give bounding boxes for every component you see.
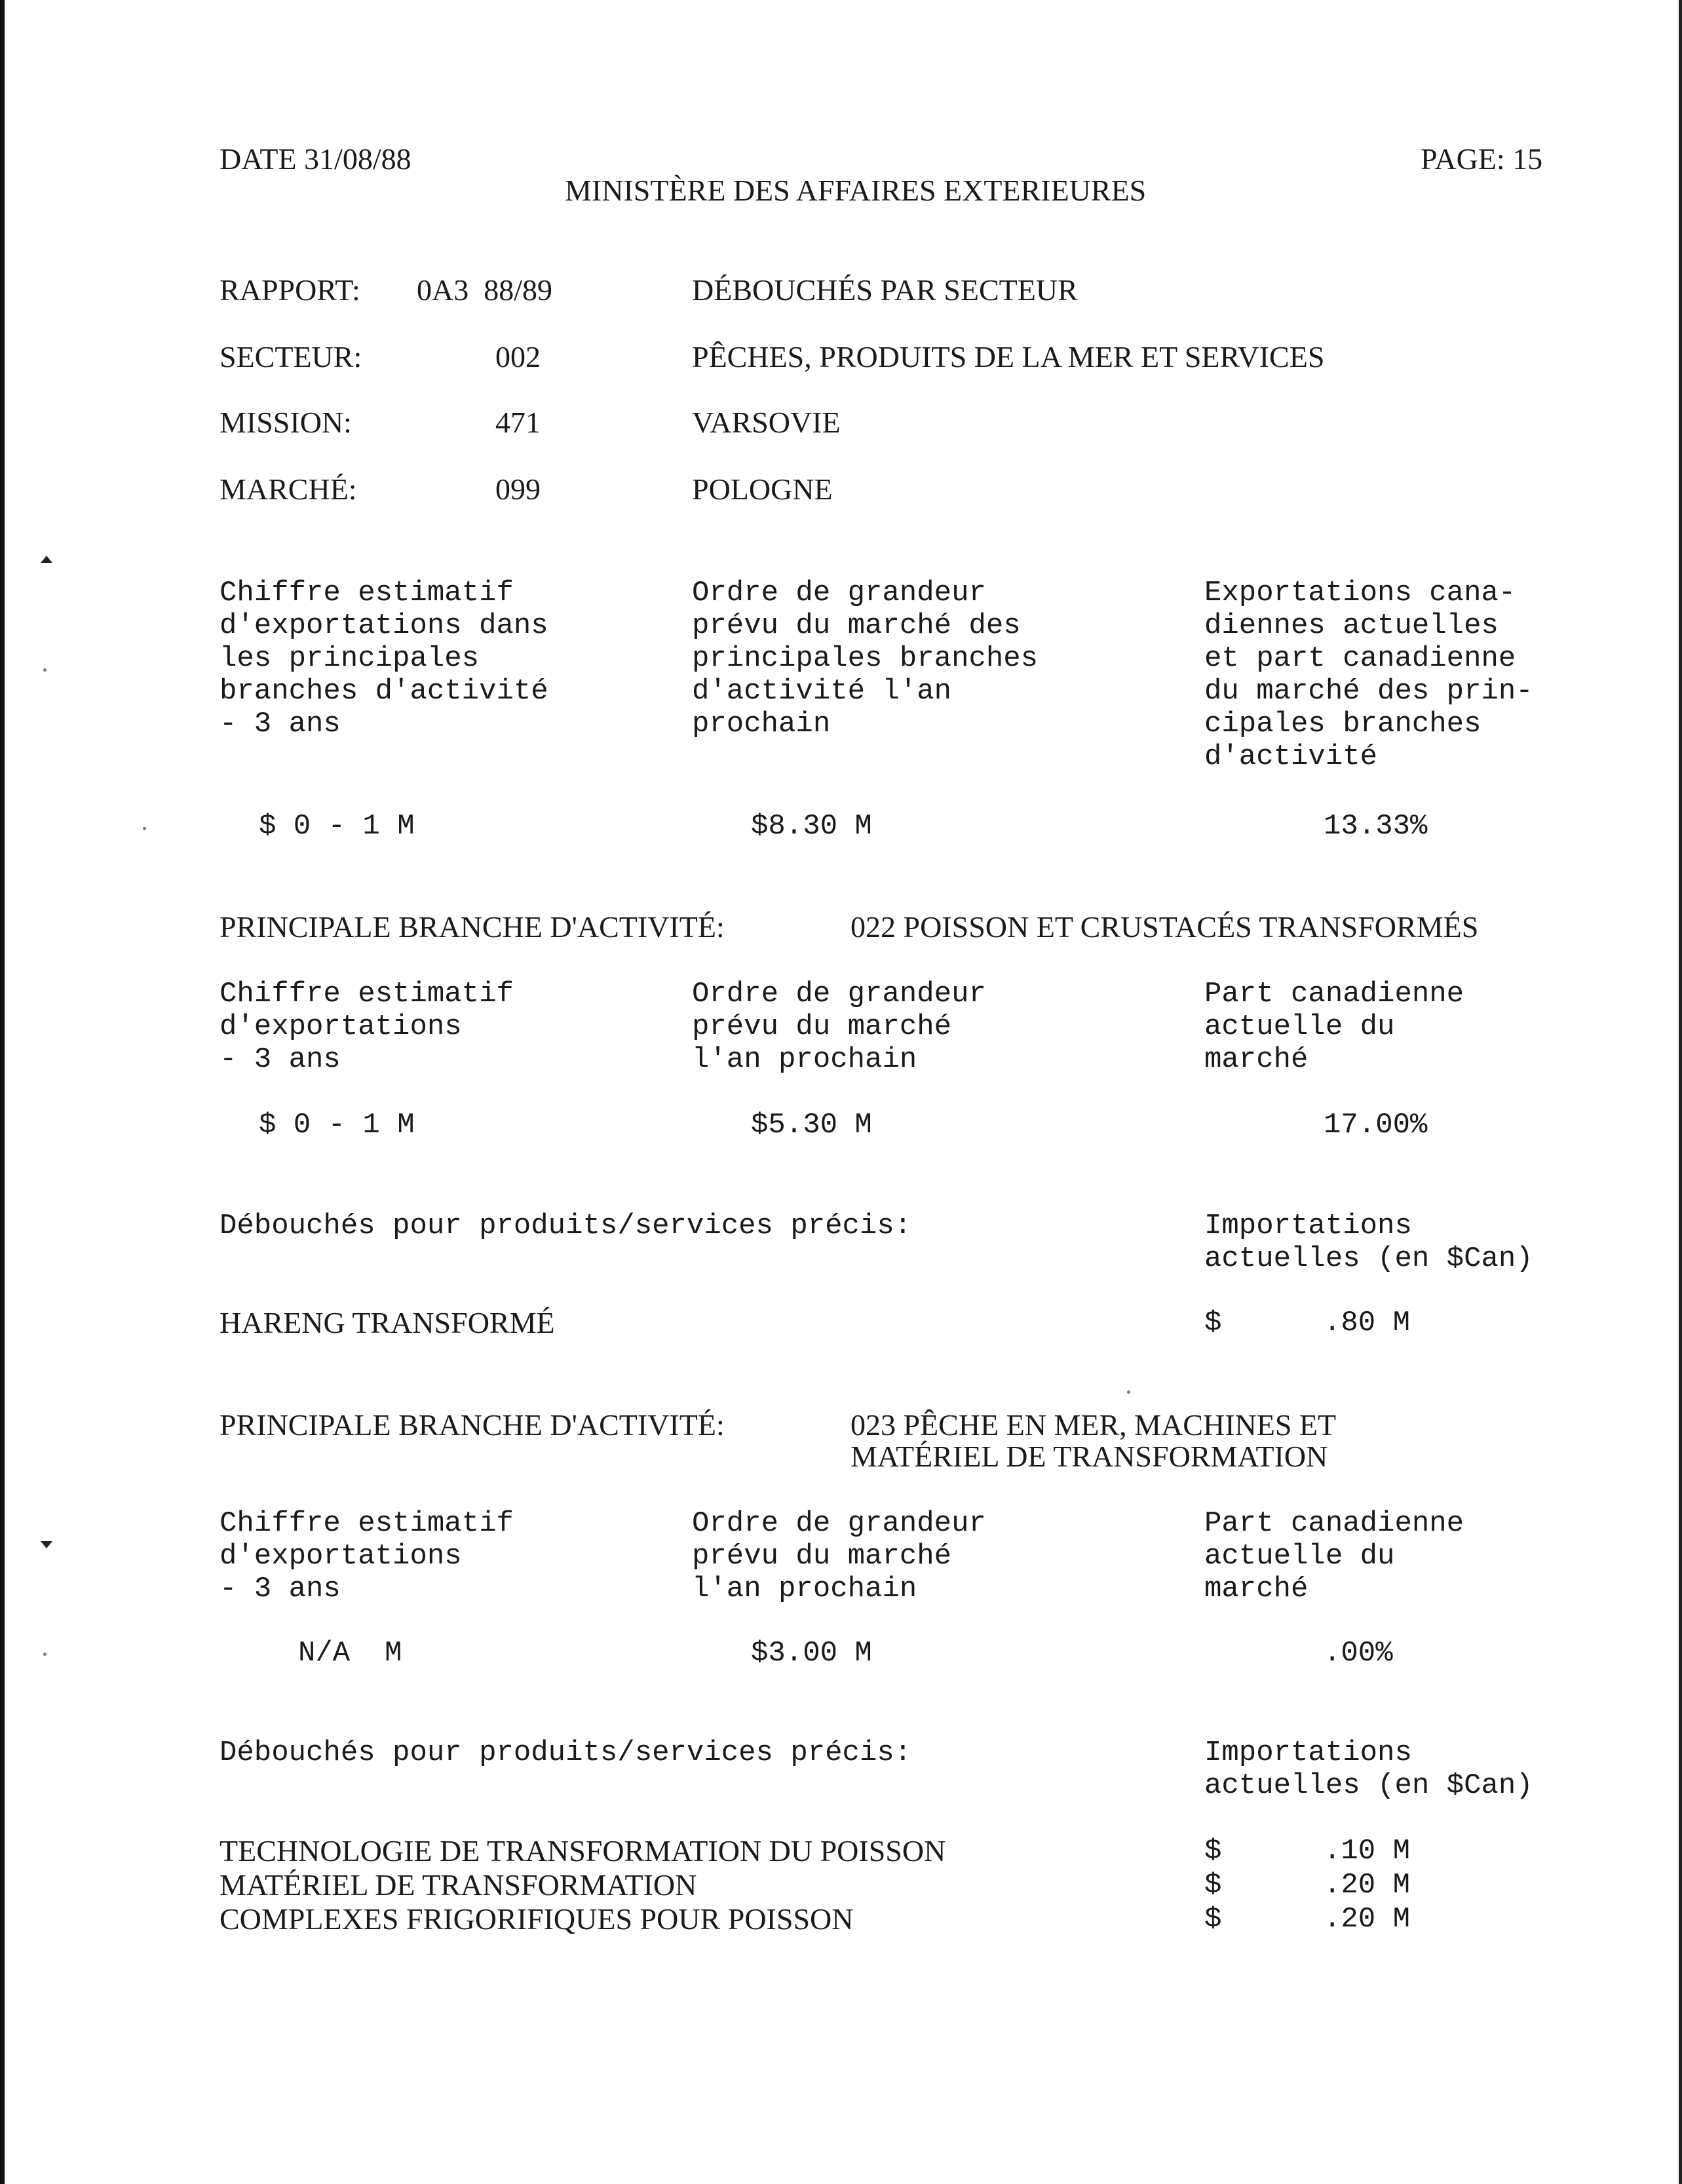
summary-exports-header: Chiffre estimatif d'exportations dans les principales branches d'activité - 3 ans — [220, 577, 548, 740]
marche-label: MARCHÉ: — [220, 472, 357, 506]
branch-market-value: $3.00 M — [751, 1637, 872, 1670]
marche-code: 099 — [495, 472, 541, 506]
opportunities-header: Débouchés pour produits/services précis: — [220, 1736, 912, 1769]
scan-speck — [143, 827, 146, 830]
scan-edge-left — [0, 0, 5, 2184]
product-name: TECHNOLOGIE DE TRANSFORMATION DU POISSON — [220, 1834, 946, 1868]
secteur-name: PÊCHES, PRODUITS DE LA MER ET SERVICES — [692, 340, 1325, 374]
product-currency: $ — [1204, 1307, 1222, 1339]
rapport-title: DÉBOUCHÉS PAR SECTEUR — [692, 273, 1078, 307]
branch-title: PRINCIPALE BRANCHE D'ACTIVITÉ: — [220, 910, 725, 944]
branch-market-header: Ordre de grandeur prévu du marché l'an prochain — [692, 1507, 986, 1605]
product-amount: .20 M — [1324, 1903, 1411, 1936]
rapport-code: 0A3 88/89 — [417, 273, 552, 307]
secteur-label: SECTEUR: — [220, 340, 362, 374]
branch-share-value: 17.00% — [1324, 1109, 1428, 1141]
product-currency: $ — [1204, 1835, 1222, 1868]
product-amount: .20 M — [1324, 1869, 1411, 1902]
summary-share-header: Exportations cana- diennes actuelles et part canadienne du marché des prin- cipales branches d'activité — [1204, 577, 1533, 773]
scan-speck — [43, 668, 47, 672]
branch-name-continued: MATÉRIEL DE TRANSFORMATION — [851, 1440, 1328, 1473]
margin-mark — [41, 556, 52, 563]
scan-speck — [1127, 1390, 1130, 1394]
product-amount: .10 M — [1324, 1835, 1411, 1868]
mission-code: 471 — [495, 406, 541, 439]
margin-mark — [41, 1541, 52, 1548]
imports-header: Importations actuelles (en $Can) — [1204, 1210, 1533, 1275]
branch-share-header: Part canadienne actuelle du marché — [1204, 1507, 1464, 1605]
page-number: PAGE: 15 — [1421, 142, 1543, 176]
branch-exports-header: Chiffre estimatif d'exportations - 3 ans — [220, 978, 514, 1076]
rapport-label: RAPPORT: — [220, 273, 360, 307]
branch-exports-value: N/A M — [298, 1637, 402, 1670]
branch-share-value: .00% — [1324, 1637, 1393, 1670]
branch-market-header: Ordre de grandeur prévu du marché l'an prochain — [692, 978, 986, 1076]
product-currency: $ — [1204, 1869, 1222, 1902]
product-name: COMPLEXES FRIGORIFIQUES POUR POISSON — [220, 1902, 854, 1936]
branch-name: 022 POISSON ET CRUSTACÉS TRANSFORMÉS — [851, 910, 1479, 944]
product-currency: $ — [1204, 1903, 1222, 1936]
scan-speck — [43, 1653, 47, 1656]
summary-exports-value: $ 0 - 1 M — [259, 810, 415, 843]
marche-name: POLOGNE — [692, 472, 833, 506]
product-amount: .80 M — [1324, 1307, 1411, 1339]
mission-label: MISSION: — [220, 406, 352, 439]
branch-exports-value: $ 0 - 1 M — [259, 1109, 415, 1141]
branch-market-value: $5.30 M — [751, 1109, 872, 1141]
branch-share-header: Part canadienne actuelle du marché — [1204, 978, 1464, 1076]
summary-market-value: $8.30 M — [751, 810, 872, 843]
summary-market-header: Ordre de grandeur prévu du marché des principales branches d'activité l'an prochain — [692, 577, 1039, 740]
product-name: MATÉRIEL DE TRANSFORMATION — [220, 1868, 697, 1902]
secteur-code: 002 — [495, 340, 541, 374]
scan-edge-right — [1679, 0, 1682, 2184]
product-name: HARENG TRANSFORMÉ — [220, 1306, 555, 1339]
mission-name: VARSOVIE — [692, 406, 841, 439]
ministry-title: MINISTÈRE DES AFFAIRES EXTERIEURES — [565, 174, 1147, 207]
imports-header: Importations actuelles (en $Can) — [1204, 1736, 1533, 1802]
report-date: DATE 31/08/88 — [220, 142, 411, 176]
branch-title: PRINCIPALE BRANCHE D'ACTIVITÉ: — [220, 1408, 725, 1442]
summary-share-value: 13.33% — [1324, 810, 1428, 843]
branch-name: 023 PÊCHE EN MER, MACHINES ET — [851, 1408, 1337, 1442]
opportunities-header: Débouchés pour produits/services précis: — [220, 1210, 912, 1242]
branch-exports-header: Chiffre estimatif d'exportations - 3 ans — [220, 1507, 514, 1605]
